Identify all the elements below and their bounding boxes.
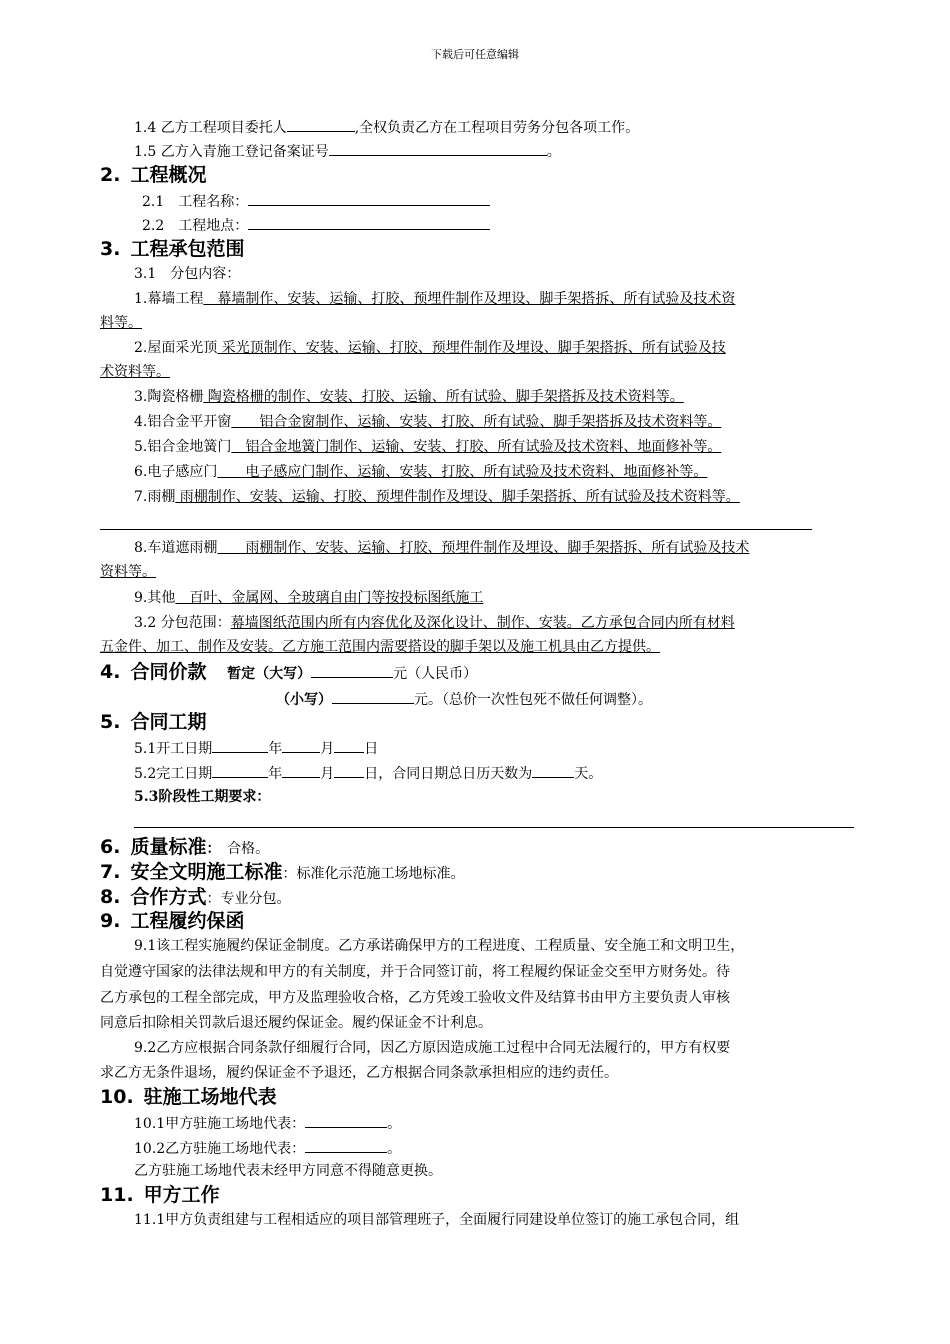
end-date-line: 5.2完工日期 年 月 日，合同日期总日历天数为 天。 — [134, 762, 602, 784]
item-6-sensor-door: 6.电子感应门 电子感应门制作、运输、安装、打胶、所有试验及技术资料、地面修补等。 — [134, 464, 708, 480]
clause-1-4: 1.4 乙方工程项目委托人 ,全权负责乙方在工程项目劳务分包各项工作。 — [134, 116, 639, 138]
section-9-heading: 9. 工程履约保函 — [100, 910, 245, 932]
item-5-floor-spring-door: 5.铝合金地簧门 铝合金地簧门制作、运输、安装、打胶、所有试验及技术资料、地面修补等。 — [134, 439, 722, 455]
price-uppercase-blank[interactable] — [311, 663, 393, 678]
section-7-heading: 7. 安全文明施工标准：标准化示范施工场地标准。 — [100, 861, 465, 883]
section-6-heading: 6. 质量标准： 合格。 — [100, 836, 270, 858]
start-date-line: 5.1开工日期 年 月 日 — [134, 737, 378, 759]
registration-number-blank[interactable] — [329, 140, 547, 156]
performance-bond-p2-l2: 求乙方无条件退场，履约保证金不予退还，乙方根据合同条款承担相应的违约责任。 — [100, 1065, 618, 1081]
party-a-representative: 10.1甲方驻施工场地代表： 。 — [134, 1112, 401, 1134]
performance-bond-p1-l2: 自觉遵守国家的法律法规和甲方的有关制度，并于合同签订前，将工程履约保证金交至甲方财务处。待 — [100, 964, 730, 980]
stage-schedule-label: 5.3阶段性工期要求： — [134, 789, 271, 805]
subcontract-content-label: 3.1 分包内容： — [134, 266, 241, 282]
section-10-heading: 10. 驻施工场地代表 — [100, 1086, 277, 1108]
item-7-rule — [100, 529, 812, 530]
party-b-rep-blank[interactable] — [305, 1137, 387, 1153]
section-4-heading: 4. 合同价款 暂定（大写） 元（人民币） — [100, 661, 478, 683]
performance-bond-p2-l1: 9.2乙方应根据合同条款仔细履行合同，因乙方原因造成施工过程中合同无法履行的，甲方有权要 — [134, 1040, 731, 1056]
project-name-blank[interactable] — [248, 190, 490, 206]
section-2-heading: 2. 工程概况 — [100, 164, 207, 186]
item-7-canopy: 7.雨棚 雨棚制作、安装、运输、打胶、预埋件制作及埋设、脚手架搭拆、所有试验及技术资料等。 — [134, 489, 740, 505]
item-1-curtain-wall: 1.幕墙工程 幕墙制作、安装、运输、打胶、预埋件制作及埋设、脚手架搭拆、所有试验及技术资 — [134, 291, 736, 307]
representative-note: 乙方驻施工场地代表未经甲方同意不得随意更换。 — [134, 1163, 442, 1179]
price-lowercase-line: （小写） 元。（总价一次性包死不做任何调整）。 — [276, 688, 652, 710]
page-header: 下载后可任意编辑 — [431, 48, 519, 61]
end-month-blank[interactable] — [282, 762, 320, 778]
start-month-blank[interactable] — [282, 737, 320, 753]
project-location-blank[interactable] — [248, 214, 490, 230]
item-8-cont: 资料等。 — [100, 564, 156, 580]
item-9-other: 9.其他 百叶、金属网、全玻璃自由门等按投标图纸施工 — [134, 590, 484, 606]
start-day-blank[interactable] — [334, 737, 364, 753]
item-8-driveway-canopy: 8.车道遮雨棚 雨棚制作、安装、运输、打胶、预埋件制作及埋设、脚手架搭拆、所有试验及技术 — [134, 540, 750, 556]
price-lowercase-blank[interactable] — [332, 688, 414, 704]
performance-bond-p1-l1: 9.1该工程实施履约保证金制度。乙方承诺确保甲方的工程进度、工程质量、安全施工和文明卫生， — [134, 938, 745, 954]
stage-schedule-blank[interactable] — [134, 827, 854, 828]
item-2-cont: 术资料等。 — [100, 364, 170, 380]
clause-1-5: 1.5 乙方入青施工登记备案证号 。 — [134, 140, 561, 162]
subcontract-scope: 3.2 分包范围：幕墙图纸范围内所有内容优化及深化设计、制作、安装。乙方承包合同内所有材料 — [134, 615, 735, 631]
party-a-rep-blank[interactable] — [305, 1112, 387, 1128]
end-day-blank[interactable] — [334, 762, 364, 778]
performance-bond-p1-l3: 乙方承包的工程全部完成，甲方及监理验收合格，乙方凭竣工验收文件及结算书由甲方主要负责人审核 — [100, 990, 730, 1006]
performance-bond-p1-l4: 同意后扣除相关罚款后退还履约保证金。履约保证金不计利息。 — [100, 1015, 492, 1031]
project-location-line: 2.2 工程地点： — [142, 214, 490, 236]
party-a-work-p1: 11.1甲方负责组建与工程相适应的项目部管理班子，全面履行同建设单位签订的施工承包合同，组 — [134, 1212, 740, 1228]
subcontract-scope-cont: 五金件、加工、制作及安装。乙方施工范围内需要搭设的脚手架以及施工机具由乙方提供。 — [100, 639, 660, 655]
section-3-heading: 3. 工程承包范围 — [100, 238, 245, 260]
end-year-blank[interactable] — [212, 762, 268, 778]
total-days-blank[interactable] — [532, 762, 574, 778]
item-4-aluminum-window: 4.铝合金平开窗 铝合金窗制作、运输、安装、打胶、所有试验、脚手架搭拆及技术资料等。 — [134, 414, 722, 430]
project-name-line: 2.1 工程名称： — [142, 190, 490, 212]
party-b-representative: 10.2乙方驻施工场地代表： 。 — [134, 1137, 401, 1159]
entrusted-person-blank[interactable] — [287, 116, 355, 132]
item-3-ceramic-grille: 3.陶瓷格栅 陶瓷格栅的制作、安装、打胶、运输、所有试验、脚手架搭拆及技术资料等。 — [134, 389, 684, 405]
section-8-heading: 8. 合作方式：专业分包。 — [100, 886, 291, 908]
start-year-blank[interactable] — [212, 737, 268, 753]
section-11-heading: 11. 甲方工作 — [100, 1184, 220, 1206]
section-5-heading: 5. 合同工期 — [100, 711, 207, 733]
item-1-cont: 料等。 — [100, 315, 142, 331]
item-2-skylight: 2.屋面采光顶 采光顶制作、安装、运输、打胶、预埋件制作及埋设、脚手架搭拆、所有试验及技 — [134, 340, 726, 356]
